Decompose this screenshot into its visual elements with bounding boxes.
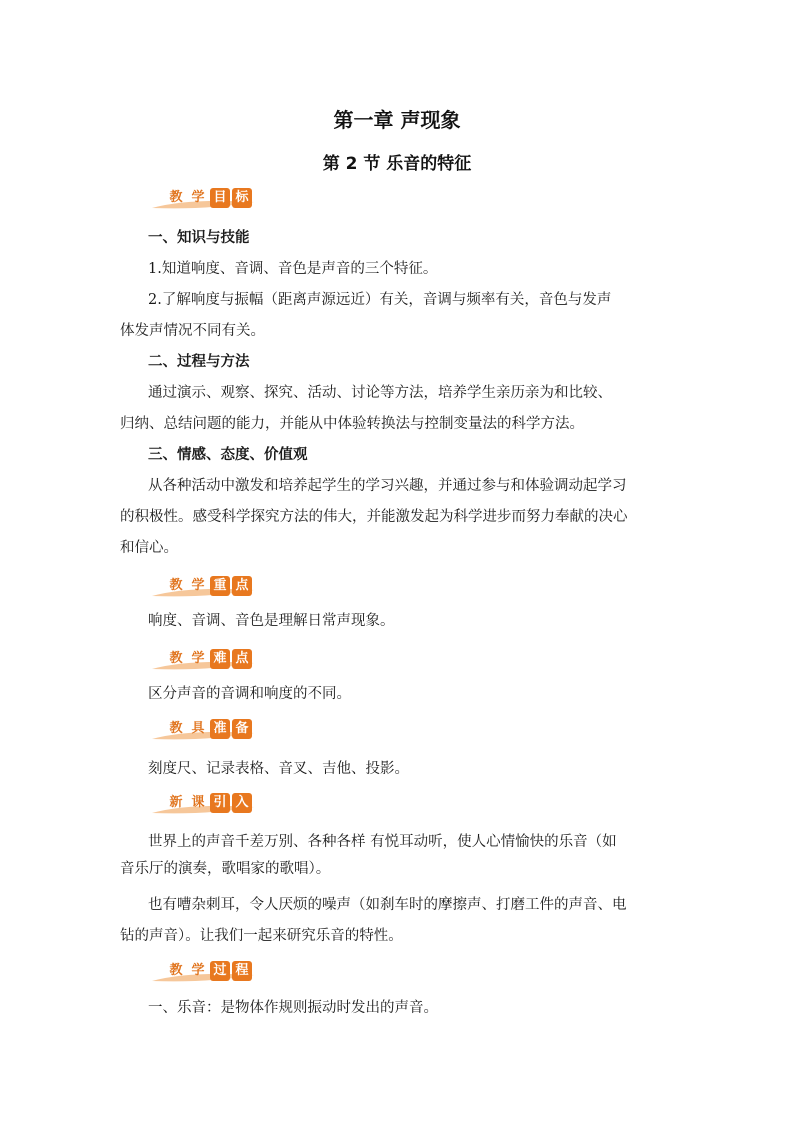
badge-char: 学 [191, 651, 205, 666]
paragraph: 1.知道响度、音调、音色是声音的三个特征。 [148, 261, 438, 277]
process-text: 一、乐音：是物体作规则振动时发出的声音。 [148, 1000, 438, 1016]
badge-char: 目 [210, 188, 230, 208]
badge-char: 准 [210, 719, 230, 739]
badge-char: 教 [169, 721, 183, 736]
paragraph: 音乐厅的演奏，歌唱家的歌唱）。 [120, 861, 331, 877]
heading-process: 二、过程与方法 [148, 354, 250, 370]
difficulties-text: 区分声音的音调和响度的不同。 [148, 686, 351, 702]
badge-char: 过 [210, 961, 230, 981]
key-points-text: 响度、音调、音色是理解日常声现象。 [148, 613, 395, 629]
section-title: 第 2 节 乐音的特征 [322, 154, 472, 174]
badge-char: 点 [232, 576, 252, 596]
badge-char: 学 [191, 578, 205, 593]
objectives-badge [148, 184, 258, 214]
badge-char: 教 [169, 963, 183, 978]
badge-char: 教 [169, 578, 183, 593]
paragraph: 和信心。 [120, 540, 178, 556]
paragraph: 从各种活动中激发和培养起学生的学习兴趣，并通过参与和体验调动起学习 [148, 478, 627, 494]
paragraph: 的积极性。感受科学探究方法的伟大，并能激发起为科学进步而努力奉献的决心 [120, 509, 628, 525]
chapter-title: 第一章 声现象 [333, 108, 461, 132]
paragraph: 也有嘈杂刺耳，令人厌烦的噪声（如刹车时的摩擦声、打磨工件的声音、电 [148, 897, 627, 913]
paragraph: 通过演示、观察、探究、活动、讨论等方法，培养学生亲历亲为和比较、 [148, 385, 612, 401]
heading-knowledge: 一、知识与技能 [148, 230, 250, 246]
badge-char: 新 [169, 795, 183, 810]
paragraph: 体发声情况不同有关。 [120, 323, 265, 339]
badge-char: 难 [210, 649, 230, 669]
badge-char: 备 [232, 719, 252, 739]
badge-char: 入 [232, 793, 252, 813]
process-badge [148, 957, 258, 987]
paragraph: 2.了解响度与振幅（距离声源远近）有关，音调与频率有关，音色与发声 [148, 292, 612, 308]
badge-char: 重 [210, 576, 230, 596]
badge-char: 点 [232, 649, 252, 669]
difficulties-badge [148, 645, 258, 675]
badge-char: 教 [169, 190, 183, 205]
key-points-badge [148, 572, 258, 602]
tools-text: 刻度尺、记录表格、音叉、吉他、投影。 [148, 761, 409, 777]
intro-badge [148, 789, 258, 819]
badge-char: 引 [210, 793, 230, 813]
tools-badge [148, 715, 258, 745]
badge-char: 具 [191, 721, 205, 736]
heading-values: 三、情感、态度、价值观 [148, 447, 308, 463]
badge-char: 课 [191, 795, 205, 810]
badge-char: 标 [232, 188, 252, 208]
paragraph: 钻的声音）。让我们一起来研究乐音的特性。 [120, 928, 403, 944]
badge-char: 学 [191, 963, 205, 978]
badge-char: 程 [232, 961, 252, 981]
badge-char: 教 [169, 651, 183, 666]
badge-char: 学 [191, 190, 205, 205]
paragraph: 归纳、总结问题的能力，并能从中体验转换法与控制变量法的科学方法。 [120, 416, 584, 432]
paragraph: 世界上的声音千差万别、各种各样 有悦耳动听，使人心情愉快的乐音（如 [148, 834, 617, 850]
